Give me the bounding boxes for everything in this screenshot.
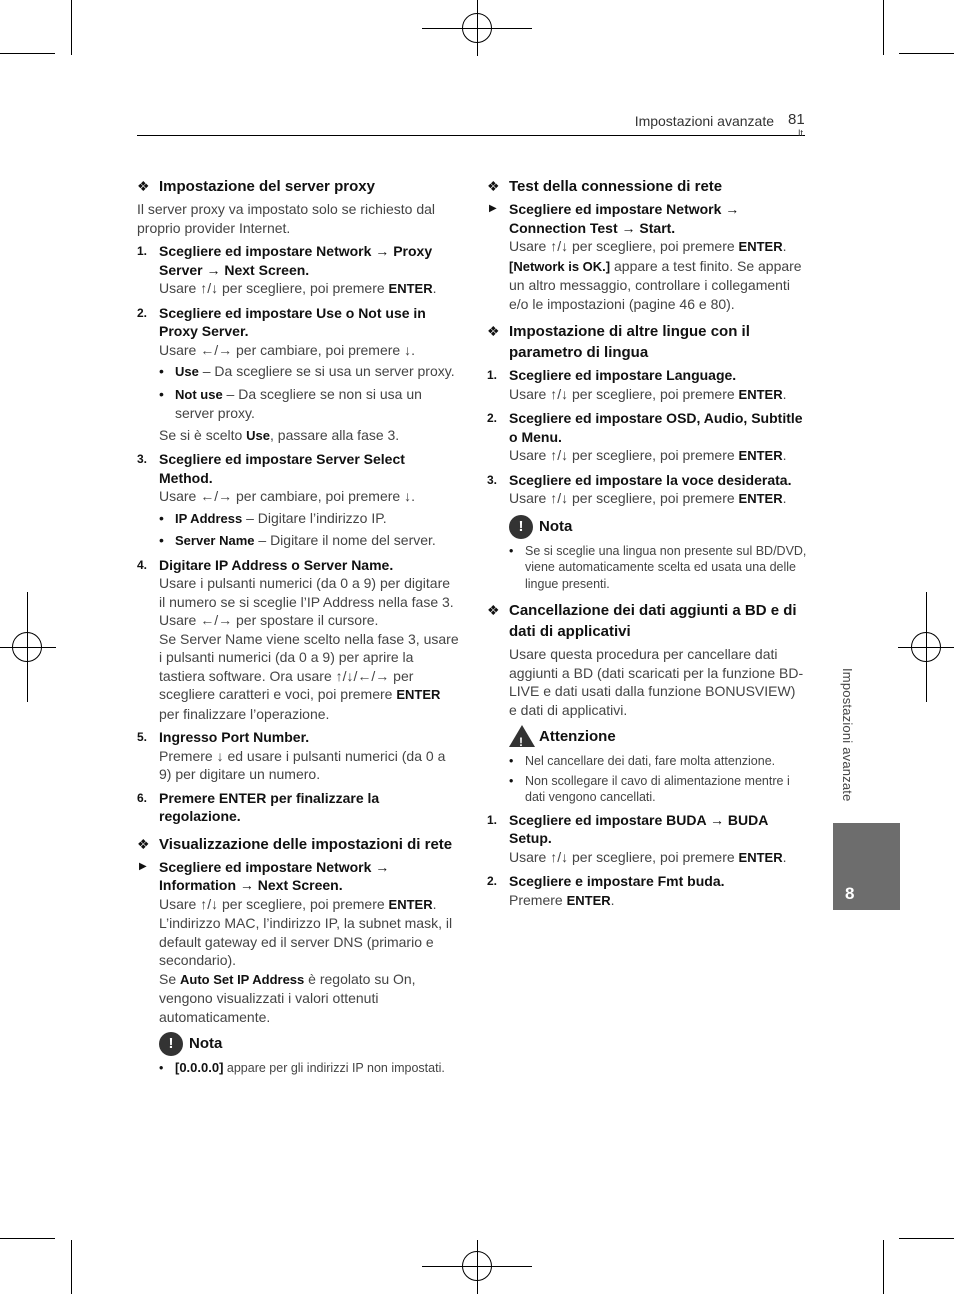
side-chapter-label: Impostazioni avanzate xyxy=(840,668,855,802)
list-item: • Server Name – Digitare il nome del server. xyxy=(159,532,436,548)
section-heading: ❖ Cancellazione dei dati aggiunti a BD e di dati di applicativi xyxy=(487,602,797,640)
step: 1. Scegliere ed impostare BUDA → BUDA Setup. Usare ↑/↓ per scegliere, poi premere ENTER. xyxy=(487,811,787,865)
diamond-icon: ❖ xyxy=(487,178,500,194)
list-item: • IP Address – Digitare l’indirizzo IP. xyxy=(159,509,387,526)
step: 3. Scegliere ed impostare la voce desiderata. Usare ↑/↓ per scegliere, poi premere ENTER. ! Nota • Se si sceglie una lingua non presente sul BD/DVD, viene automaticamente scelta ed usata una delle lingue presenti. xyxy=(487,471,807,591)
diamond-icon: ❖ xyxy=(487,323,500,339)
section-heading: ❖ Visualizzazione delle impostazioni di rete xyxy=(137,835,453,853)
exclamation-icon: ! xyxy=(509,515,533,539)
chapter-number: 8 xyxy=(845,884,855,903)
step: 4. Digitare IP Address o Server Name. Usare i pulsanti numerici (da 0 a 9) per digitare il numero se si sceglie l’IP Address nella fase 3. Usare ←/→ per spostare il cursore. Se Server Name viene scelto nella fase 3, usare i pulsanti numerici (da 0 a 9) per aprire la tastiera software. Ora usare ↑/↓/←/→ per scegliere caratteri e voci, poi premere ENTER per finalizzare l’operazione. xyxy=(137,556,459,722)
chapter-tab xyxy=(833,823,900,910)
list-item: • Not use – Da scegliere se non si usa un server proxy. xyxy=(159,385,422,421)
running-header: Impostazioni avanzate xyxy=(634,113,774,129)
diamond-icon: ❖ xyxy=(487,602,500,618)
triangle-bullet-icon: ▶ xyxy=(139,860,147,872)
triangle-bullet-icon: ▶ xyxy=(489,203,497,214)
list-item: • Use – Da scegliere se si usa un server proxy. xyxy=(159,363,455,379)
header-rule xyxy=(137,135,805,136)
note-heading: ! Nota xyxy=(159,1032,459,1056)
right-column xyxy=(487,168,807,915)
language-code: It xyxy=(798,128,804,138)
step: ▶ Scegliere ed impostare Network → Connection Test → Start. Usare ↑/↓ per scegliere, poi premere ENTER. [Network is OK.] appare a test finito. Se appare un altro messaggio, controllare i collegamenti e/o le impostazioni (pagine 46 e 80). xyxy=(489,201,802,312)
step: ▶ Scegliere ed impostare Network → Information → Next Screen. Usare ↑/↓ per scegliere, poi premere ENTER. L’indirizzo MAC, l’indirizzo IP, la subnet mask, il default gateway ed il server DNS (primario e secondario). Se Auto Set IP Address è regolato su On, vengono visualizzati i valori ottenuti automaticamente. ! Nota • [0.0.0.0] appare per gli indirizzi IP non impostati. xyxy=(137,858,459,1077)
left-column xyxy=(137,168,459,1082)
exclamation-icon: ! xyxy=(159,1032,183,1056)
warning-icon: ! xyxy=(509,725,535,747)
caution-heading: ! Attenzione xyxy=(509,725,807,749)
section-heading: ❖ Impostazione di altre lingue con il parametro di lingua xyxy=(487,323,750,361)
note-heading: ! Nota xyxy=(509,515,807,539)
step: 1. Scegliere ed impostare Network → Proxy Server → Next Screen. Usare ↑/↓ per scegliere, poi premere ENTER. xyxy=(137,243,437,296)
list-item: • [0.0.0.0] appare per gli indirizzi IP non impostati. xyxy=(159,1060,445,1075)
list-item: • Nel cancellare dei dati, fare molta attenzione. xyxy=(509,754,776,768)
step: 5. Ingresso Port Number. Premere ↓ ed usare i pulsanti numerici (da 0 a 9) per digitare un numero. xyxy=(137,729,446,782)
step: 1. Scegliere ed impostare Language. Usare ↑/↓ per scegliere, poi premere ENTER. xyxy=(487,367,787,402)
list-item: • Non scollegare il cavo di alimentazione mentre i dati vengono cancellati. xyxy=(509,773,790,804)
section-heading: ❖ Test della connessione di rete xyxy=(487,178,723,195)
step: 2. Scegliere ed impostare OSD, Audio, Subtitle o Menu. Usare ↑/↓ per scegliere, poi premere ENTER. xyxy=(487,410,803,463)
diamond-icon: ❖ xyxy=(137,178,150,194)
section-heading: ❖ Impostazione del server proxy xyxy=(137,178,375,195)
paragraph: Il server proxy va impostato solo se richiesto dal proprio provider Internet. xyxy=(137,201,436,236)
step: Usare questa procedura per cancellare dati aggiunti a BD (dati scaricati per la funzione BD-LIVE e dati usati dalla funzione BONUSVIEW) e dati di applicativi. ! Attenzione • Nel cancellare dei dati, fare molta attenzione. • Non scollegare il cavo di alimentazione mentre i dati vengono cancellati. xyxy=(487,645,807,806)
step: 2. Scegliere ed impostare Use o Not use in Proxy Server. Usare ←/→ per cambiare, poi premere ↓. • Use – Da scegliere se si usa un server proxy. • Not use – Da scegliere se non si usa un server proxy. Se si è scelto Use, passare alla fase 3. xyxy=(137,304,459,446)
list-item: • Se si sceglie una lingua non presente sul BD/DVD, viene automaticamente scelta ed usata una delle lingue presenti. xyxy=(509,543,807,591)
step: 2. Scegliere e impostare Fmt buda. Premere ENTER. xyxy=(487,873,725,908)
page-number: 81 xyxy=(788,111,805,128)
step: 6. Premere ENTER per finalizzare la regolazione. xyxy=(137,789,380,824)
diamond-icon: ❖ xyxy=(137,835,150,852)
step: 3. Scegliere ed impostare Server Select Method. Usare ←/→ per cambiare, poi premere ↓. • IP Address – Digitare l’indirizzo IP. • Server Name – Digitare il nome del server. xyxy=(137,450,459,551)
